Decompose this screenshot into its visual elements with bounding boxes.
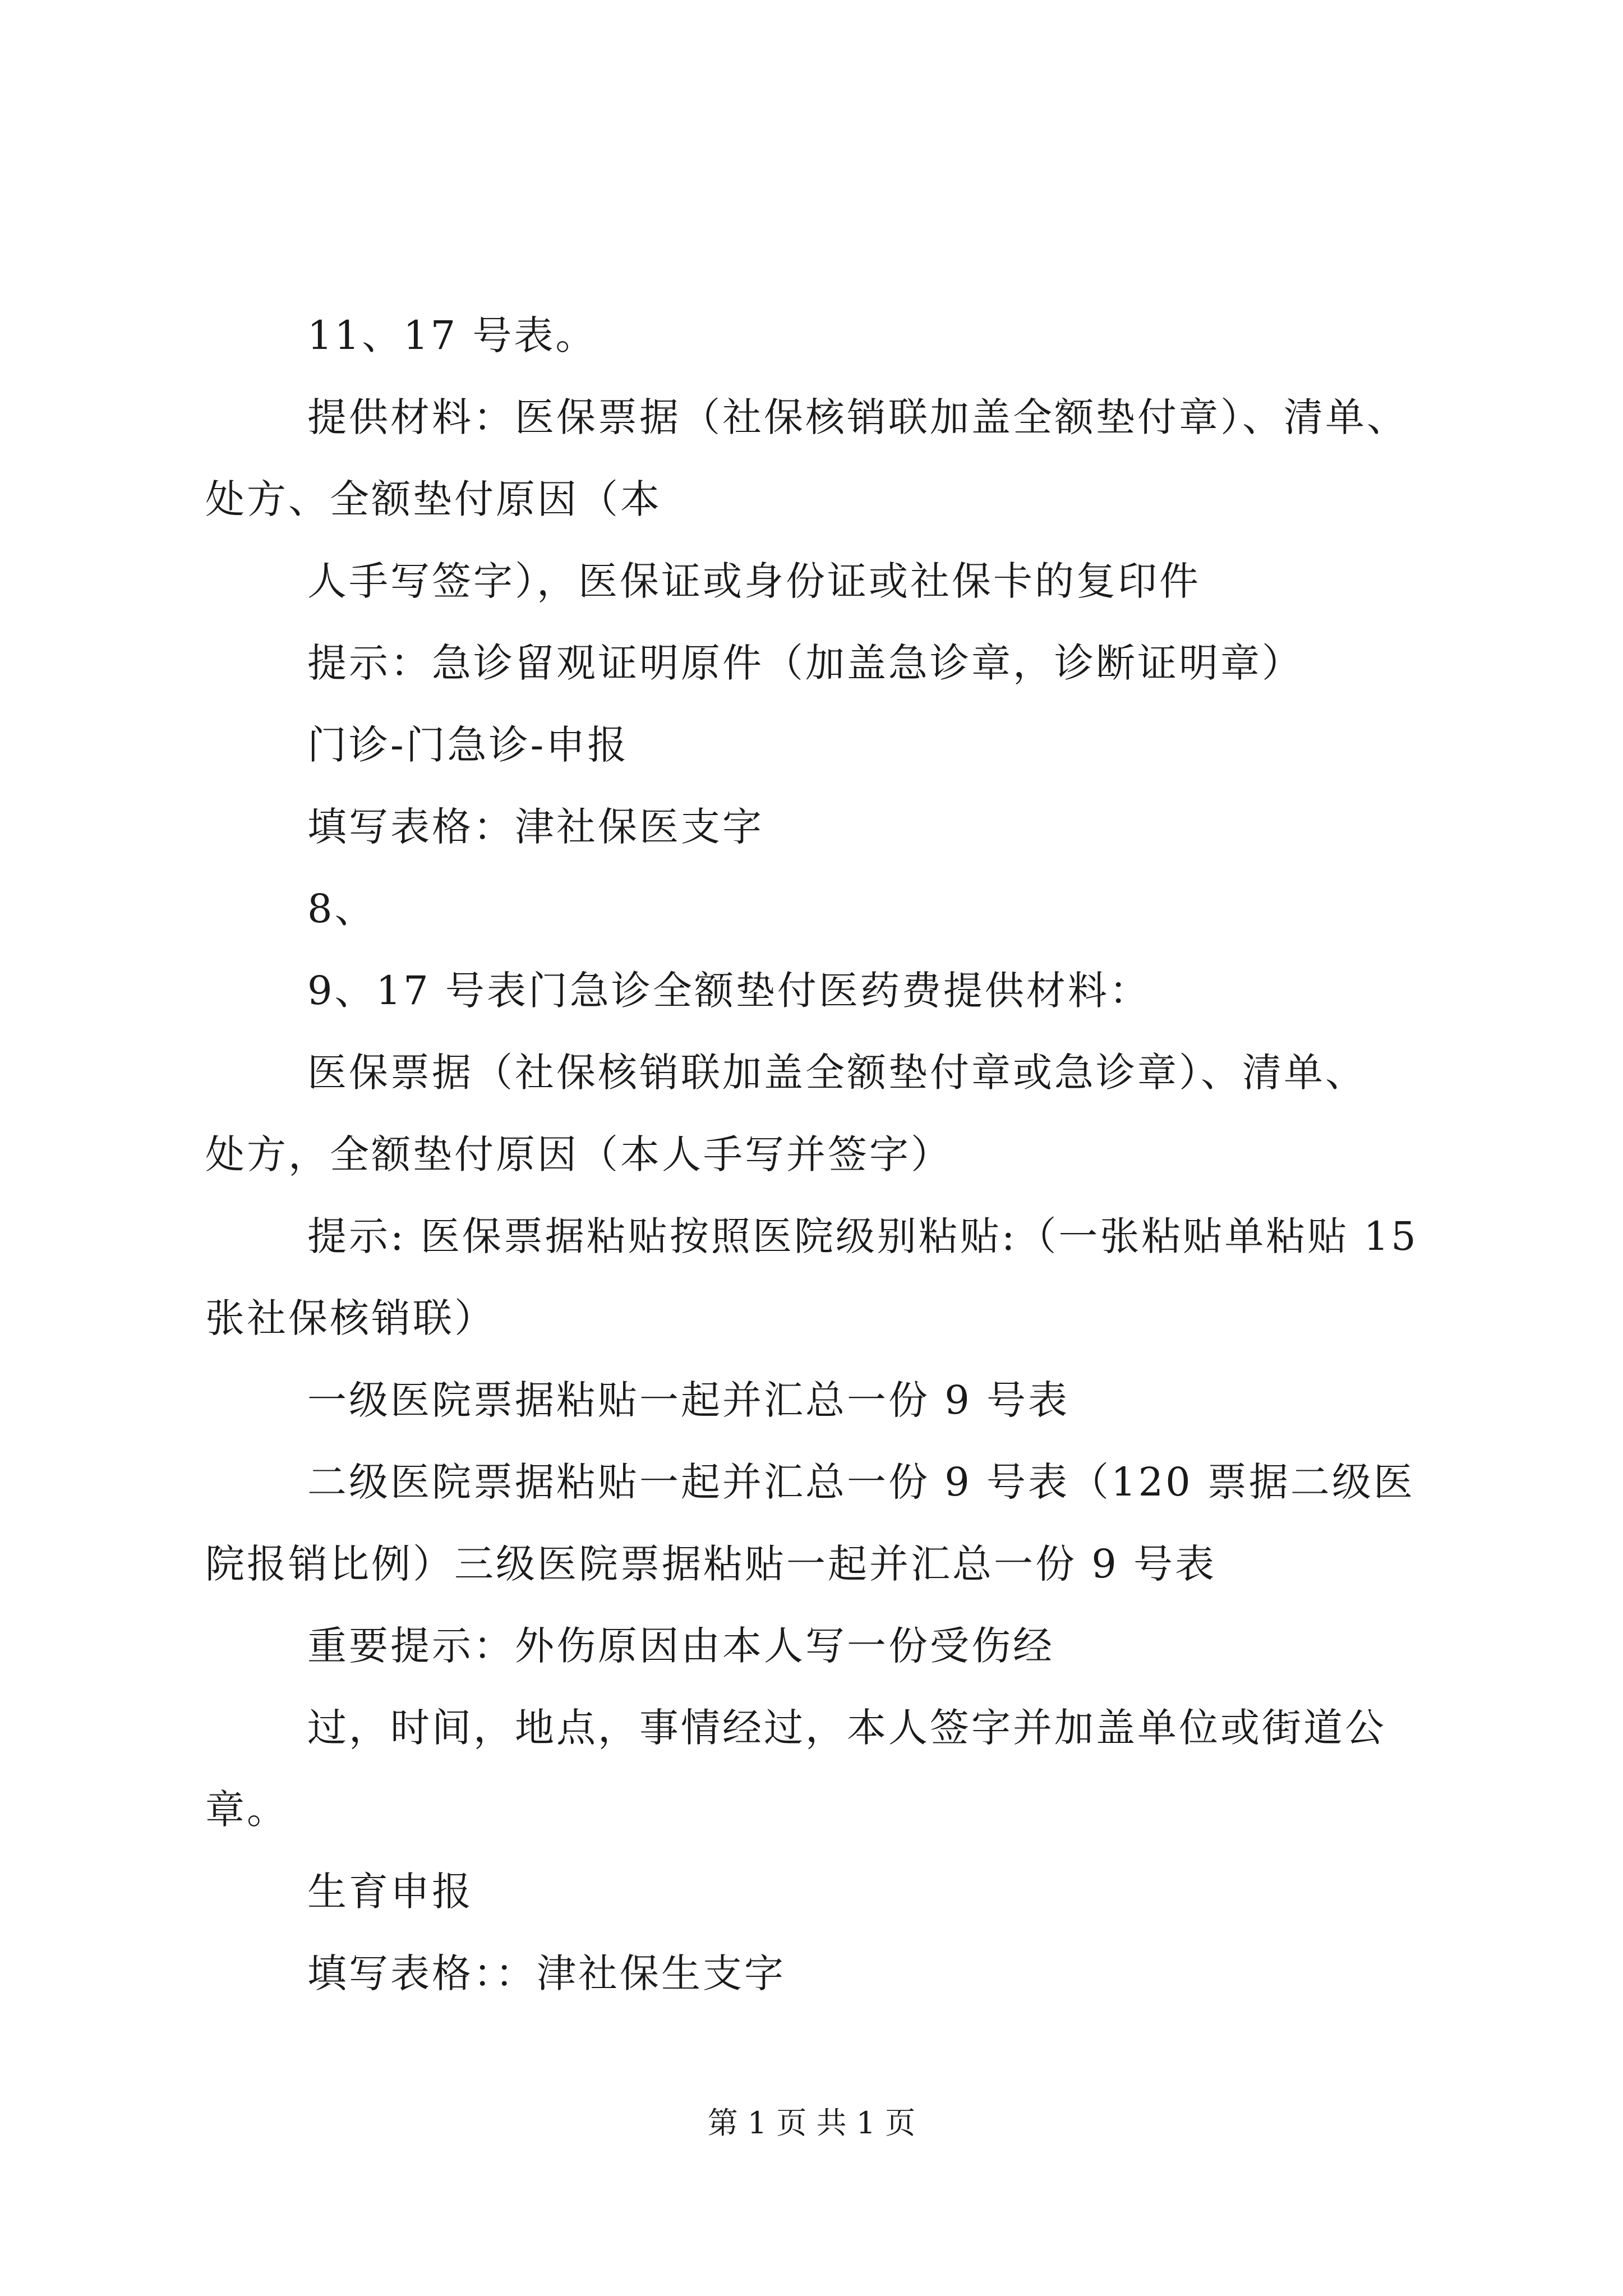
text-line-11: 处方，全额垫付原因（本人手写并签字） [205,1131,952,1177]
text-line-2: 提供材料：医保票据（社保核销联加盖全额垫付章）、清单、 [307,394,1408,440]
text-line-19: 章。 [205,1787,288,1833]
text-line-10: 医保票据（社保核销联加盖全额垫付章或急诊章）、清单、 [307,1050,1367,1096]
text-line-17: 重要提示：外伤原因由本人写一份受伤经 [307,1623,1054,1669]
text-line-8: 8、 [307,886,376,932]
text-line-1: 11、17 号表。 [307,312,597,358]
text-line-21: 填写表格：：津社保生支字 [307,1950,786,1996]
text-line-15: 二级医院票据粘贴一起并汇总一份 9 号表（120 票据二级医 [307,1459,1415,1505]
text-line-6: 门诊-门急诊-申报 [307,722,629,768]
text-line-4: 人手写签字），医保证或身份证或社保卡的复印件 [307,558,1201,604]
text-line-18: 过，时间，地点，事情经过，本人签字并加盖单位或街道公 [307,1705,1386,1751]
text-line-7: 填写表格：津社保医支字 [307,804,764,850]
text-line-9: 9、17 号表门急诊全额垫付医药费提供材料： [307,968,1151,1014]
text-line-13: 张社保核销联） [205,1295,496,1341]
text-line-20: 生育申报 [307,1869,473,1915]
text-line-5: 提示：急诊留观证明原件（加盖急诊章，诊断证明章） [307,640,1303,686]
page-number-footer: 第 1 页 共 1 页 [707,2105,916,2141]
text-line-16: 院报销比例）三级医院票据粘贴一起并汇总一份 9 号表 [205,1541,1217,1587]
text-line-3: 处方、全额垫付原因（本 [205,476,662,522]
text-line-12: 提示: 医保票据粘贴按照医院级别粘贴:（一张粘贴单粘贴 15 [307,1213,1418,1259]
text-line-14: 一级医院票据粘贴一起并汇总一份 9 号表 [307,1377,1070,1423]
